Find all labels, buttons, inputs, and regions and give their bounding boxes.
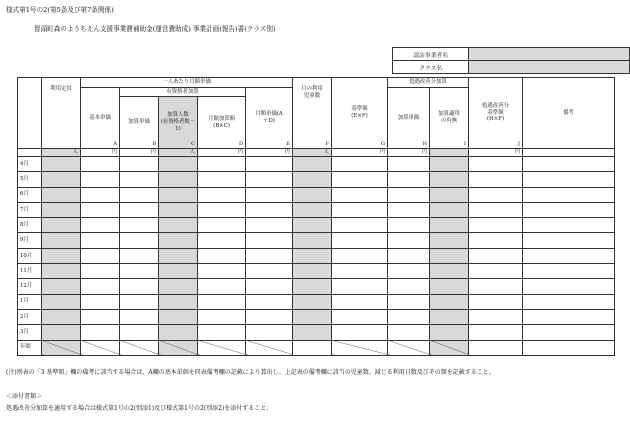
monthly-unit-header: 一人あたり月額単価 xyxy=(81,78,293,88)
cell-base-unit[interactable] xyxy=(81,218,120,233)
cell-bonus-count[interactable] xyxy=(159,157,198,172)
cell-base-amount[interactable] xyxy=(332,233,388,248)
cell-base-unit[interactable] xyxy=(81,279,120,294)
cell-treatment-base[interactable] xyxy=(469,233,523,248)
cell-monthly-total[interactable] xyxy=(246,279,293,294)
cell-remarks[interactable] xyxy=(523,202,615,217)
unit-base: 円 xyxy=(81,149,120,157)
cell-bonus-unit2[interactable] xyxy=(388,157,430,172)
cell-bonus-applicable[interactable] xyxy=(430,233,469,248)
cell-bonus-applicable[interactable] xyxy=(430,157,469,172)
cell-bonus-applicable[interactable] xyxy=(430,294,469,309)
cell-capacity[interactable] xyxy=(42,187,81,202)
month-row xyxy=(18,202,615,217)
cell-remarks[interactable] xyxy=(523,294,615,309)
month-label: 2月 xyxy=(18,309,42,324)
cell-base-unit[interactable] xyxy=(81,340,120,355)
cell-base-unit[interactable] xyxy=(81,309,120,324)
cell-base-amount[interactable] xyxy=(332,187,388,202)
cell-remarks[interactable] xyxy=(523,218,615,233)
cell-monthly-total[interactable] xyxy=(246,172,293,187)
cell-users[interactable] xyxy=(293,202,332,217)
month-row xyxy=(18,187,615,202)
cell-bonus-unit[interactable] xyxy=(120,187,159,202)
letter-g: G xyxy=(381,140,385,147)
cell-treatment-base[interactable] xyxy=(469,172,523,187)
cell-users[interactable] xyxy=(293,218,332,233)
month-label: 9月 xyxy=(18,233,42,248)
cell-monthly-total[interactable] xyxy=(246,248,293,263)
attachment-heading: ＜添付書類＞ xyxy=(6,393,43,400)
cell-treatment-base[interactable] xyxy=(469,325,523,340)
cell-monthly-bonus[interactable] xyxy=(198,218,246,233)
cell-base-amount[interactable] xyxy=(332,248,388,263)
cell-monthly-bonus[interactable] xyxy=(198,279,246,294)
cell-monthly-total[interactable] xyxy=(246,325,293,340)
cell-users[interactable] xyxy=(293,264,332,279)
cell-bonus-count[interactable] xyxy=(159,279,198,294)
cell-remarks[interactable] xyxy=(523,233,615,248)
bonus-unit-header: 加算単価 B xyxy=(120,97,159,149)
form-number: 様式第1号の2(第5条及び第7条関係) xyxy=(6,6,114,14)
cell-bonus-unit2[interactable] xyxy=(388,218,430,233)
cell-bonus-unit2[interactable] xyxy=(388,264,430,279)
cell-monthly-bonus[interactable] xyxy=(198,248,246,263)
bonus-applicable-header: 加算適用 の有無 I xyxy=(430,88,469,149)
plan-table xyxy=(17,77,615,356)
cell-base-unit[interactable] xyxy=(81,264,120,279)
cell-users[interactable] xyxy=(293,279,332,294)
cell-bonus-unit[interactable] xyxy=(120,157,159,172)
cell-monthly-bonus[interactable] xyxy=(198,202,246,217)
cell-monthly-bonus[interactable] xyxy=(198,309,246,324)
unit-remarks xyxy=(523,149,615,157)
cell-bonus-unit[interactable] xyxy=(120,325,159,340)
cell-capacity[interactable] xyxy=(42,279,81,294)
cell-treatment-base[interactable] xyxy=(469,340,523,355)
month-row xyxy=(18,218,615,233)
cell-bonus-count[interactable] xyxy=(159,172,198,187)
cell-bonus-unit2[interactable] xyxy=(388,279,430,294)
qualified-bonus-header: 有資格者加算 xyxy=(120,88,246,97)
cell-treatment-base[interactable] xyxy=(469,202,523,217)
month-row xyxy=(18,279,615,294)
cell-treatment-base[interactable] xyxy=(469,309,523,324)
cell-base-unit[interactable] xyxy=(81,202,120,217)
cell-base-amount[interactable] xyxy=(332,157,388,172)
cell-bonus-applicable[interactable] xyxy=(430,202,469,217)
cell-bonus-unit[interactable] xyxy=(120,233,159,248)
cell-bonus-unit2[interactable] xyxy=(388,202,430,217)
month-label: 年間 xyxy=(18,340,42,355)
cell-monthly-bonus[interactable] xyxy=(198,325,246,340)
cell-capacity[interactable] xyxy=(42,309,81,324)
cell-bonus-unit2[interactable] xyxy=(388,187,430,202)
month-header xyxy=(18,78,42,149)
cell-bonus-count[interactable] xyxy=(159,340,198,355)
letter-a: A xyxy=(113,140,117,147)
cell-base-unit[interactable] xyxy=(81,157,120,172)
cell-treatment-base[interactable] xyxy=(469,294,523,309)
class-label: クラス名 xyxy=(393,61,469,74)
cell-monthly-bonus[interactable] xyxy=(198,294,246,309)
cell-base-amount[interactable] xyxy=(332,279,388,294)
unit-bonus2: 円 xyxy=(388,149,430,157)
month-label: 8月 xyxy=(18,218,42,233)
cell-bonus-applicable[interactable] xyxy=(430,172,469,187)
unit-treatment-base: 円 xyxy=(469,149,523,157)
unit-users: 人 xyxy=(293,149,332,157)
cell-bonus-count[interactable] xyxy=(159,233,198,248)
cell-treatment-base[interactable] xyxy=(469,264,523,279)
cell-treatment-base[interactable] xyxy=(469,187,523,202)
cell-monthly-bonus[interactable] xyxy=(198,172,246,187)
cell-users[interactable] xyxy=(293,172,332,187)
document-title: 智頭町森のようちえん支援事業費補助金(運営費助成) 事業計画(報告)書(クラス別) xyxy=(34,25,276,33)
cell-bonus-count[interactable] xyxy=(159,218,198,233)
unit-capacity: 人 xyxy=(42,149,81,157)
cell-users[interactable] xyxy=(293,294,332,309)
letter-h: H xyxy=(422,140,427,147)
cell-bonus-count[interactable] xyxy=(159,264,198,279)
cell-base-unit[interactable] xyxy=(81,325,120,340)
attachment-text: 処遇改善分加算を適用する場合は様式第1号の2(別添1)及び様式第1号の2(別添2)を添付すること。 xyxy=(6,405,273,412)
cell-base-amount[interactable] xyxy=(332,325,388,340)
footnote: (注)別表の「3 基準額」欄の備考に該当する場合は、A欄の基本単価を同表備考欄の記載により算出し、上記表の備考欄に該当の児童数、減じる利用日数及びその額を記載すること。 xyxy=(6,369,495,376)
cell-bonus-unit[interactable] xyxy=(120,218,159,233)
cell-treatment-base[interactable] xyxy=(469,218,523,233)
cell-bonus-applicable[interactable] xyxy=(430,248,469,263)
cell-users[interactable] xyxy=(293,248,332,263)
cell-base-unit[interactable] xyxy=(81,248,120,263)
cell-bonus-unit2[interactable] xyxy=(388,340,430,355)
cell-bonus-count[interactable] xyxy=(159,325,198,340)
base-unit-header: 基本単価 A xyxy=(81,88,120,149)
cell-capacity[interactable] xyxy=(42,248,81,263)
letter-j: J xyxy=(517,140,520,147)
cell-bonus-count[interactable] xyxy=(159,294,198,309)
cell-bonus-unit[interactable] xyxy=(120,264,159,279)
cell-base-unit[interactable] xyxy=(81,172,120,187)
cell-monthly-bonus[interactable] xyxy=(198,340,246,355)
cell-bonus-unit[interactable] xyxy=(120,294,159,309)
bonus-unit2-header: 加算単価 H xyxy=(388,88,430,149)
cell-base-unit[interactable] xyxy=(81,233,120,248)
cell-monthly-bonus[interactable] xyxy=(198,264,246,279)
letter-b: B xyxy=(152,140,156,147)
cell-monthly-bonus[interactable] xyxy=(198,157,246,172)
capacity-header: 利用定員 xyxy=(42,78,81,149)
monthly-users-header: 月の利用 児童数 F xyxy=(293,78,332,149)
cell-bonus-unit[interactable] xyxy=(120,279,159,294)
cell-bonus-applicable[interactable] xyxy=(430,218,469,233)
cell-treatment-base[interactable] xyxy=(469,279,523,294)
cell-capacity[interactable] xyxy=(42,157,81,172)
cell-bonus-applicable[interactable] xyxy=(430,325,469,340)
month-row xyxy=(18,264,615,279)
cell-capacity[interactable] xyxy=(42,340,81,355)
cell-monthly-total[interactable] xyxy=(246,340,293,355)
cell-bonus-unit2[interactable] xyxy=(388,172,430,187)
cell-bonus-count[interactable] xyxy=(159,187,198,202)
cell-monthly-total[interactable] xyxy=(246,218,293,233)
month-row xyxy=(18,157,615,172)
cell-users[interactable] xyxy=(293,325,332,340)
cell-bonus-unit[interactable] xyxy=(120,340,159,355)
cell-remarks[interactable] xyxy=(523,187,615,202)
cell-monthly-total[interactable] xyxy=(246,294,293,309)
cell-bonus-unit[interactable] xyxy=(120,309,159,324)
cell-bonus-applicable[interactable] xyxy=(430,187,469,202)
monthly-unit-total-header: 月額単価(A ＋D) E xyxy=(246,88,293,149)
cell-bonus-applicable[interactable] xyxy=(430,340,469,355)
month-label: 5月 xyxy=(18,172,42,187)
class-field[interactable] xyxy=(469,61,630,74)
cell-bonus-unit2[interactable] xyxy=(388,233,430,248)
cell-bonus-applicable[interactable] xyxy=(430,309,469,324)
cell-bonus-count[interactable] xyxy=(159,248,198,263)
month-rows xyxy=(18,157,615,356)
cell-monthly-total[interactable] xyxy=(246,309,293,324)
cell-capacity[interactable] xyxy=(42,294,81,309)
cell-base-amount[interactable] xyxy=(332,264,388,279)
unit-row xyxy=(18,149,615,157)
month-row xyxy=(18,172,615,187)
cell-base-unit[interactable] xyxy=(81,294,120,309)
unit-count: 人 xyxy=(159,149,198,157)
cell-remarks[interactable] xyxy=(523,248,615,263)
month-row xyxy=(18,325,615,340)
month-label: 4月 xyxy=(18,157,42,172)
cell-bonus-applicable[interactable] xyxy=(430,279,469,294)
info-table xyxy=(392,47,630,74)
cell-bonus-unit2[interactable] xyxy=(388,325,430,340)
cell-base-amount[interactable] xyxy=(332,218,388,233)
bonus-count-header: 加算人数 (有資格者数－1) C xyxy=(159,97,198,149)
cell-users[interactable] xyxy=(293,340,332,355)
cell-treatment-base[interactable] xyxy=(469,157,523,172)
cell-base-amount[interactable] xyxy=(332,202,388,217)
cell-users[interactable] xyxy=(293,233,332,248)
month-row xyxy=(18,248,615,263)
cell-monthly-total[interactable] xyxy=(246,264,293,279)
letter-e: E xyxy=(286,140,290,147)
month-label: 11月 xyxy=(18,264,42,279)
cell-monthly-bonus[interactable] xyxy=(198,187,246,202)
cell-treatment-base[interactable] xyxy=(469,248,523,263)
cell-bonus-count[interactable] xyxy=(159,309,198,324)
cell-monthly-total[interactable] xyxy=(246,157,293,172)
cell-base-unit[interactable] xyxy=(81,187,120,202)
provider-field[interactable] xyxy=(469,48,630,61)
treatment-bonus-header: 処遇改善分加算 xyxy=(388,78,469,88)
cell-remarks[interactable] xyxy=(523,309,615,324)
unit-applicable xyxy=(430,149,469,157)
unit-bonus: 円 xyxy=(120,149,159,157)
cell-monthly-total[interactable] xyxy=(246,187,293,202)
cell-users[interactable] xyxy=(293,187,332,202)
unit-monthly-total: 円 xyxy=(246,149,293,157)
month-row xyxy=(18,309,615,324)
cell-users[interactable] xyxy=(293,309,332,324)
cell-capacity[interactable] xyxy=(42,172,81,187)
cell-bonus-applicable[interactable] xyxy=(430,264,469,279)
cell-bonus-unit[interactable] xyxy=(120,172,159,187)
cell-monthly-total[interactable] xyxy=(246,233,293,248)
month-label: 3月 xyxy=(18,325,42,340)
letter-d: D xyxy=(238,140,243,147)
cell-bonus-count[interactable] xyxy=(159,202,198,217)
cell-bonus-unit[interactable] xyxy=(120,248,159,263)
cell-capacity[interactable] xyxy=(42,218,81,233)
month-label: 1月 xyxy=(18,294,42,309)
cell-remarks[interactable] xyxy=(523,325,615,340)
cell-remarks[interactable] xyxy=(523,264,615,279)
cell-bonus-unit[interactable] xyxy=(120,202,159,217)
month-label: 12月 xyxy=(18,279,42,294)
treatment-base-header: 処遇改善分 基準額 (H×F) J xyxy=(469,78,523,149)
provider-label: 認証事業者名 xyxy=(393,48,469,61)
cell-capacity[interactable] xyxy=(42,325,81,340)
cell-remarks[interactable] xyxy=(523,157,615,172)
letter-f: F xyxy=(325,140,329,147)
monthly-bonus-header: 月額加算額 (B×C) D xyxy=(198,97,246,149)
cell-remarks[interactable] xyxy=(523,340,615,355)
remarks-header: 備考 xyxy=(523,78,615,149)
base-amount-header: 基準額 (E×F) G xyxy=(332,78,388,149)
month-row xyxy=(18,294,615,309)
cell-base-amount[interactable] xyxy=(332,340,388,355)
cell-base-amount[interactable] xyxy=(332,172,388,187)
cell-bonus-unit2[interactable] xyxy=(388,309,430,324)
cell-monthly-bonus[interactable] xyxy=(198,233,246,248)
cell-capacity[interactable] xyxy=(42,233,81,248)
month-label: 10月 xyxy=(18,248,42,263)
letter-c: C xyxy=(191,140,195,147)
cell-remarks[interactable] xyxy=(523,172,615,187)
letter-i: I xyxy=(464,140,466,147)
unit-base-amount: 円 xyxy=(332,149,388,157)
cell-capacity[interactable] xyxy=(42,264,81,279)
cell-base-amount[interactable] xyxy=(332,294,388,309)
month-row xyxy=(18,340,615,355)
cell-bonus-unit2[interactable] xyxy=(388,248,430,263)
month-label: 7月 xyxy=(18,202,42,217)
unit-monthly-bonus: 円 xyxy=(198,149,246,157)
cell-monthly-total[interactable] xyxy=(246,202,293,217)
cell-base-amount[interactable] xyxy=(332,309,388,324)
cell-users[interactable] xyxy=(293,157,332,172)
cell-remarks[interactable] xyxy=(523,279,615,294)
month-label: 6月 xyxy=(18,187,42,202)
cell-bonus-unit2[interactable] xyxy=(388,294,430,309)
month-row xyxy=(18,233,615,248)
cell-capacity[interactable] xyxy=(42,202,81,217)
